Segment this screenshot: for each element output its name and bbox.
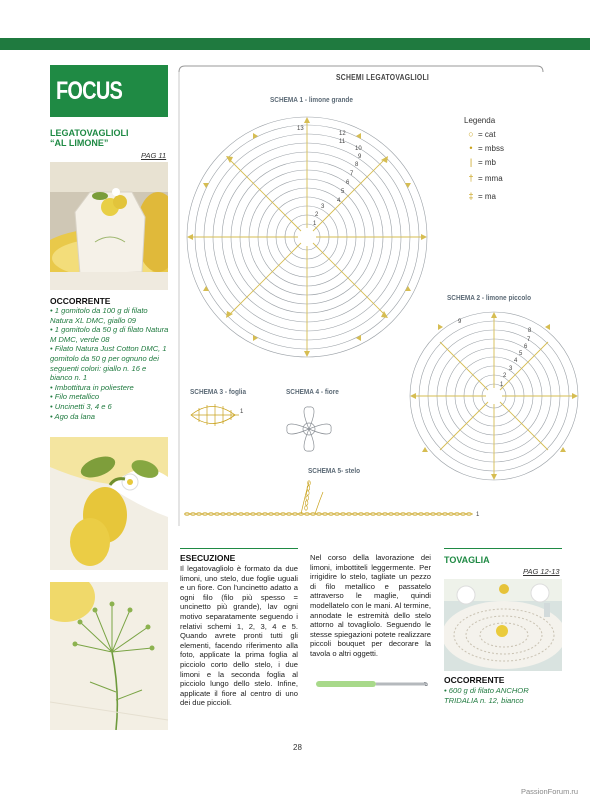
project-title-line2: “AL LIMONE” [50,138,109,148]
section-title: FOCUS [56,77,122,105]
legend [464,116,554,205]
tovaglia-materials-heading: OCCORRENTE [444,675,505,685]
chain-stitch [306,496,309,500]
chain-icon: ○ [468,129,474,139]
watermark: PassionForum.ru [521,787,579,796]
lemons-closeup-photo [50,437,168,570]
chain-stitch [307,491,310,495]
materials-list [50,306,170,421]
round-number: 3 [509,366,513,372]
round-number: 12 [339,131,346,137]
round-number: 11 [339,139,346,145]
round-number: 9 [458,319,462,325]
tovaglia-material-text: • [444,686,449,695]
header-bar [0,38,590,50]
round-number: 13 [297,126,304,132]
tovaglia-material [444,686,562,705]
round-number: 4 [514,358,518,364]
round-number: 7 [350,171,354,177]
section-badge [50,65,168,117]
legend-item: ‡ = ma [464,187,554,205]
round-number: 10 [355,146,362,152]
schema3-label: SCHEMA 3 - foglia [190,387,247,396]
project-title-line1: LEGATOVAGLIOLI [50,128,129,138]
round-number: 8 [528,328,532,334]
page-ref[interactable]: PAG 11 [141,151,167,160]
half-double-icon: † [468,173,474,183]
chain-stitch [305,506,308,510]
material-item: • Filo metallico [50,392,170,402]
napkin-photo [50,162,168,290]
napkin-photo-image [50,162,168,290]
round-number: 4 [337,198,341,204]
legend-item: † = mma [464,169,554,187]
tablecloth-image [444,579,562,671]
round-number: 6 [346,180,350,186]
legend-item: • = mbss [464,141,554,155]
material-item: • Uncinetti 3, 4 e 6 [50,402,170,412]
round-number: 6 [524,344,528,350]
schema4-diagram [281,401,337,457]
tovaglia-title: TOVAGLIA [444,555,490,565]
round-number: 5 [341,189,345,195]
round-number: 8 [355,162,359,168]
round-number: 7 [527,337,531,343]
schemi-title: SCHEMI LEGATOVAGLIOLI [336,73,430,82]
schema2-label: SCHEMA 2 - limone piccolo [447,293,532,302]
slip-stitch-icon: • [469,143,473,153]
tovaglia-rule [444,548,562,549]
project-title [50,128,129,148]
round-number: 1 [500,382,504,388]
materials-heading: OCCORRENTE [50,296,111,306]
material-item: • Filato Natura Just Cotton DMC, 1 gomitolo da 50 g per ognuno dei seguenti colori: giallo n. 16 e bianco n. 1 [50,344,170,382]
tablecloth-photo [444,579,562,671]
material-item: • Imbottitura in poliestere [50,383,170,393]
round-number: 3 [321,204,325,210]
legend-title: Legenda [464,116,496,125]
schema2-diagram [408,310,580,482]
schema1-label: SCHEMA 1 - limone grande [270,95,353,104]
legend-item: | = mb [464,155,554,169]
schema5-diagram [183,476,483,522]
schema5-label: SCHEMA 5- stelo [308,466,361,475]
page-number: 28 [293,743,302,752]
round-number: 5 [519,351,523,357]
single-crochet-icon: | [469,157,473,167]
legend-item: ○ = cat [464,127,554,141]
tovaglia-page-ref[interactable]: PAG 12-13 [523,567,560,576]
stem-round-number: 1 [476,512,480,518]
chain-stitch [305,501,308,505]
esecuzione-col1: Il legatovagliolo è formato da due limoni, uno stelo, due foglie uguali e un fiore. Con l'uncinetto adatto a ogni filo (filo più spesso = uncinetto più grande), lav ogni motivo separatamente seguendo i relativi schemi 1, 2, 3, 4 e 5. Quando avrete pronti tutti gli elementi, facendo riferimento alla foto, applicate la prima foglia al picciolo corto dello stelo, i due limoni e la seconda foglia al picciolo lungo dello stelo. Infine, applicate il fiore al centro di uno dei due piccioli. [180,564,298,708]
material-item: • 1 gomitolo da 100 g di filato Natura XL DMC, giallo 09 [50,306,170,325]
double-crochet-icon: ‡ [468,191,474,201]
lemons-closeup-image [50,437,168,570]
schema4-label: SCHEMA 4 - fiore [286,387,339,396]
embroidery-photo [50,582,168,730]
esecuzione-heading: ESECUZIONE [180,553,236,563]
round-number: 2 [315,212,319,218]
round-number: 2 [503,373,507,379]
round-number: 9 [358,154,362,160]
material-item: • Ago da lana [50,412,170,422]
leaf-round-number: 1 [240,409,244,415]
embroidery-image [50,582,168,730]
material-item: • 1 gomitolo da 50 g di filato Natura M DMC, verde 08 [50,325,170,344]
crochet-hook-icon [312,676,430,692]
schema1-diagram [183,113,431,361]
tovaglia-material-value: 600 g di filato ANCHOR TRIDALIA n. 12, bianco [444,686,529,705]
esecuzione-col2: Nel corso della lavorazione dei limoni, imbottiteli leggermente. Per irrigidire lo stelo, tagliate un pezzo di filo metallico e passatelo attraverso le maglie, quindi modellatelo con le mani. Al termine, annodate le estremità dello stelo attorno al tovagliolo. Seguendo le stesse spiegazioni potete realizzare piccoli bouquet per decorare la tavola o altri oggetti. [310,553,431,658]
schema3-diagram [187,398,249,432]
round-number: 1 [313,221,317,227]
esecuzione-rule [180,548,298,549]
